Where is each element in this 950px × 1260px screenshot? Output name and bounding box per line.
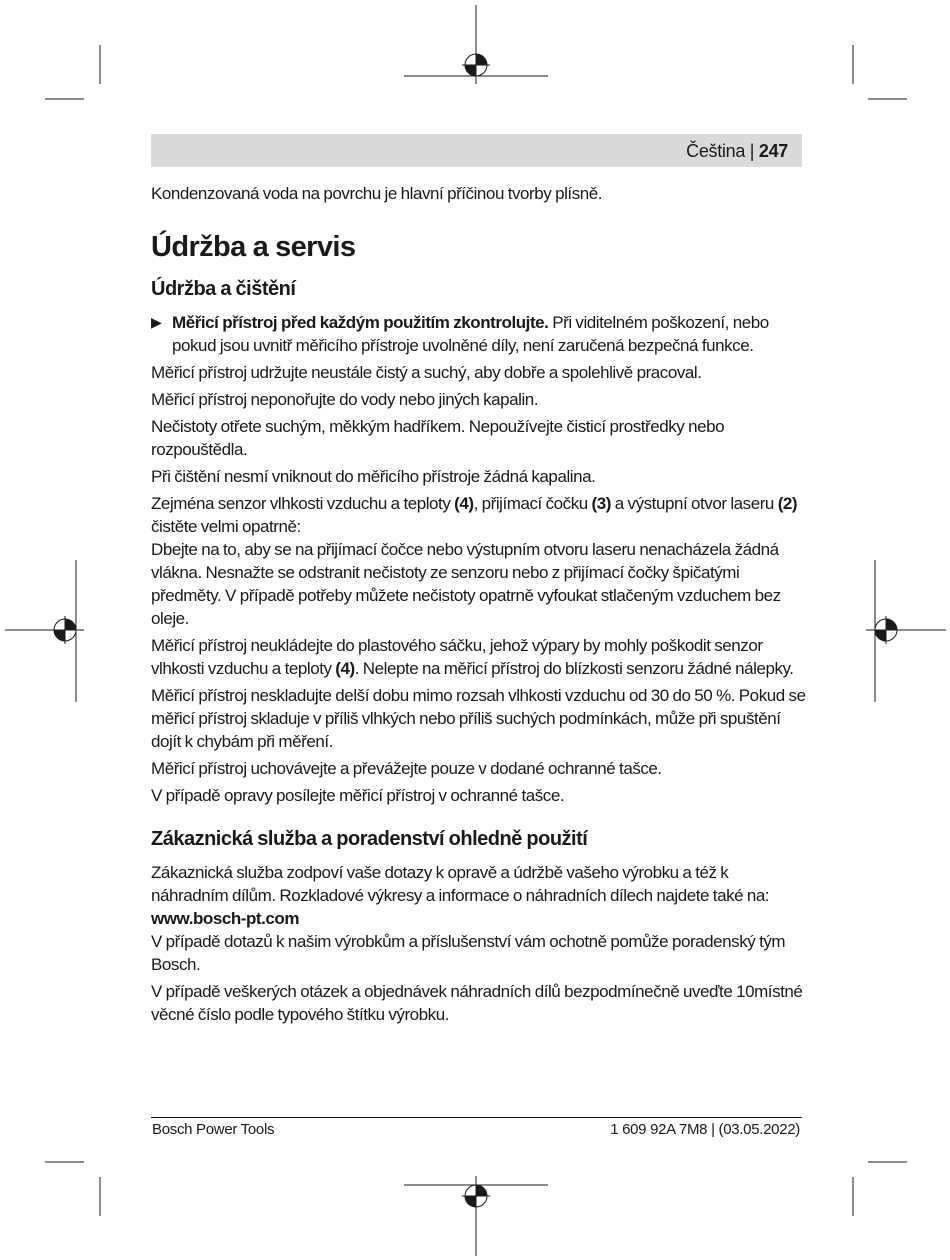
service-paragraph-3: V případě veškerých otázek a objednávek náhradních dílů bezpodmínečně uveďte 10místné věcné číslo podle typového štítku výrobku.: [151, 982, 803, 1024]
page-body: [151, 182, 806, 1030]
p5-text-b: , přijímací čočku: [473, 494, 592, 513]
p5-text-c: a výstupní otvor laseru: [610, 494, 778, 513]
footer-brand: Bosch Power Tools: [152, 1121, 275, 1138]
warning-text: Při viditelném poškození, nebo pokud jsou uvnitř měřicího přístroje uvolněné díly, není zaručená bezpečná funkce.: [172, 313, 769, 355]
header-language: Čeština: [686, 141, 746, 161]
footer-rule: [151, 1117, 802, 1118]
service-url[interactable]: www.bosch-pt.com: [151, 909, 300, 928]
maintenance-paragraph-6: Dbejte na to, aby se na přijímací čočce nebo výstupním otvoru laseru nenacházela žádná vlákna. Nesnažte se odstranit nečistoty ze senzoru nebo z přijímací čočky špičatými předměty. V případě potřeby můžete nečistoty opatrně vyfoukat stlačeným vzduchem bez oleje.: [151, 540, 781, 628]
p5-text-d: čistěte velmi opatrně:: [151, 517, 301, 536]
intro-paragraph: Kondenzovaná voda na povrchu je hlavní příčinou tvorby plísně.: [151, 184, 603, 203]
service-paragraph-2: V případě dotazů k našim výrobkům a příslušenství vám ochotně pomůže poradenský tým Bosch.: [151, 932, 786, 974]
page-header: [151, 134, 802, 167]
warning-bullet: [151, 311, 806, 357]
maintenance-heading: Údržba a čištění: [151, 278, 296, 300]
maintenance-paragraph-10: V případě opravy posílejte měřicí přístroj v ochranné tašce.: [151, 786, 565, 805]
ref-4b: (4): [335, 659, 355, 678]
footer-doc-number: 1 609 92A 7M8 | (03.05.2022): [610, 1121, 800, 1138]
warning-bold-text: Měřicí přístroj před každým použitím zkontrolujte.: [172, 313, 549, 332]
service-paragraph-1: Zákaznická služba zodpoví vaše dotazy k opravě a údržbě vašeho výrobku a též k náhradním dílům. Rozkladové výkresy a informace o náhradních dílech najdete také na:: [151, 863, 770, 905]
maintenance-paragraph-5: [151, 492, 806, 538]
ref-2: (2): [777, 494, 798, 513]
header-page-label: [686, 140, 788, 162]
service-url-line: [151, 907, 806, 930]
page-number: 247: [758, 141, 788, 161]
header-separator: |: [749, 141, 755, 161]
p5-text-a: Zejména senzor vlhkosti vzduchu a teploty: [151, 494, 455, 513]
maintenance-paragraph-8: Měřicí přístroj neskladujte delší dobu mimo rozsah vlhkosti vzduchu od 30 do 50 %. Pokud se měřicí přístroj skladuje v příliš vlhkých nebo příliš suchých podmínkách, může při spuštění dojít k chybám při měření.: [151, 686, 806, 751]
p7-text-b: . Nelepte na měřicí přístroj do blízkosti senzoru žádné nálepky.: [354, 659, 794, 678]
p7-text-a: Měřicí přístroj neukládejte do plastového sáčku, jehož výpary by mohly poškodit senzor vlhkosti vzduchu a teploty: [151, 636, 763, 678]
bullet-arrow-icon: ▶: [151, 314, 162, 330]
section-title: Údržba a servis: [151, 231, 356, 263]
maintenance-paragraph-7: [151, 634, 806, 680]
maintenance-paragraph-9: Měřicí přístroj uchovávejte a převážejte pouze v dodané ochranné tašce.: [151, 759, 662, 778]
service-heading: Zákaznická služba a poradenství ohledně použití: [151, 828, 588, 850]
maintenance-paragraph-3: Nečistoty otřete suchým, měkkým hadříkem. Nepoužívejte čisticí prostředky nebo rozpouštědla.: [151, 417, 725, 459]
maintenance-paragraph-1: Měřicí přístroj udržujte neustále čistý a suchý, aby dobře a spolehlivě pracoval.: [151, 363, 702, 382]
maintenance-paragraph-2: Měřicí přístroj neponořujte do vody nebo jiných kapalin.: [151, 390, 539, 409]
maintenance-paragraph-4: Při čištění nesmí vniknout do měřicího přístroje žádná kapalina.: [151, 467, 596, 486]
ref-4: (4): [454, 494, 474, 513]
ref-3: (3): [591, 494, 611, 513]
